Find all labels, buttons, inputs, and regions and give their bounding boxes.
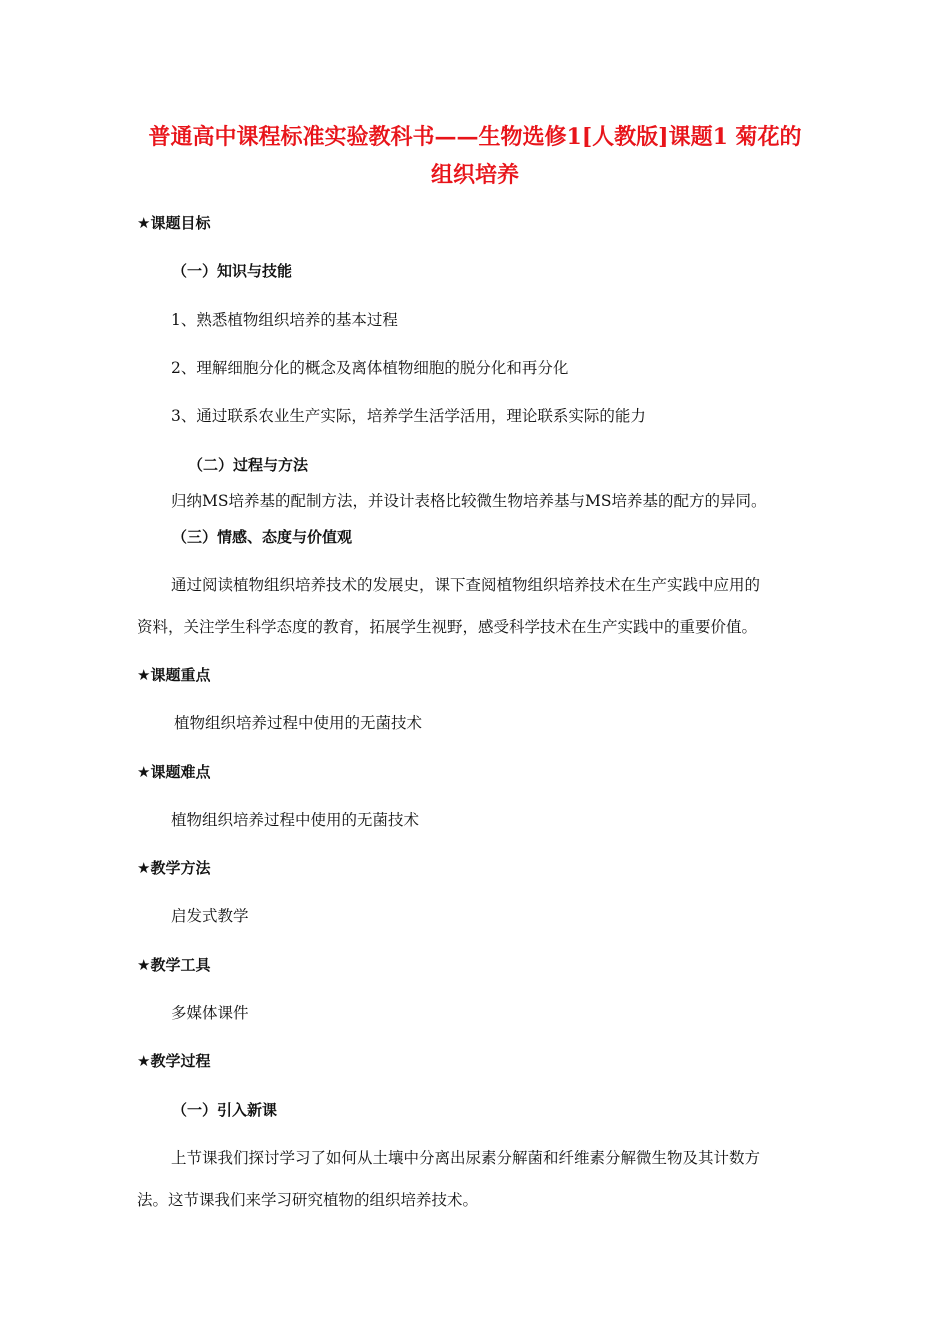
attitude-text-line1: 通过阅读植物组织培养技术的发展史，课下查阅植物组织培养技术在生产实践中应用的: [171, 576, 761, 594]
intro-heading: （一）引入新课: [172, 1101, 278, 1119]
document-title-line2: 组织培养: [430, 162, 519, 188]
teaching-tools-heading: ★教学工具: [137, 956, 211, 974]
key-point-text: 植物组织培养过程中使用的无菌技术: [174, 714, 423, 732]
teaching-tools-text: 多媒体课件: [171, 1004, 249, 1022]
document-title-line1: 普通高中课程标准实验教科书——生物选修1[人教版]课题1 菊花的: [148, 124, 802, 150]
intro-text-line1: 上节课我们探讨学习了如何从土壤中分离出尿素分解菌和纤维素分解微生物及其计数方: [171, 1149, 761, 1167]
teaching-method-text: 启发式教学: [171, 907, 249, 925]
difficulty-text: 植物组织培养过程中使用的无菌技术: [171, 811, 420, 829]
attitude-text-line2: 资料，关注学生科学态度的教育，拓展学生视野，感受科学技术在生产实践中的重要价值。: [137, 618, 758, 636]
objective-item-1: 1、熟悉植物组织培养的基本过程: [171, 311, 398, 329]
intro-text-line2: 法。这节课我们来学习研究植物的组织培养技术。: [137, 1191, 479, 1209]
objective-item-3: 3、通过联系农业生产实际，培养学生活学活用，理论联系实际的能力: [171, 407, 646, 425]
objective-item-2: 2、理解细胞分化的概念及离体植物细胞的脱分化和再分化: [171, 359, 569, 377]
teaching-process-heading: ★教学过程: [137, 1052, 211, 1070]
process-method-text: 归纳MS培养基的配制方法，并设计表格比较微生物培养基与MS培养基的配方的异同。: [171, 492, 767, 510]
difficulty-heading: ★课题难点: [137, 763, 211, 781]
process-method-heading: （二）过程与方法: [188, 456, 309, 474]
knowledge-skills-heading: （一）知识与技能: [172, 262, 293, 280]
teaching-method-heading: ★教学方法: [137, 859, 211, 877]
attitude-values-heading: （三）情感、态度与价值观: [172, 528, 353, 546]
objectives-heading: ★课题目标: [137, 214, 211, 232]
key-point-heading: ★课题重点: [137, 666, 211, 684]
